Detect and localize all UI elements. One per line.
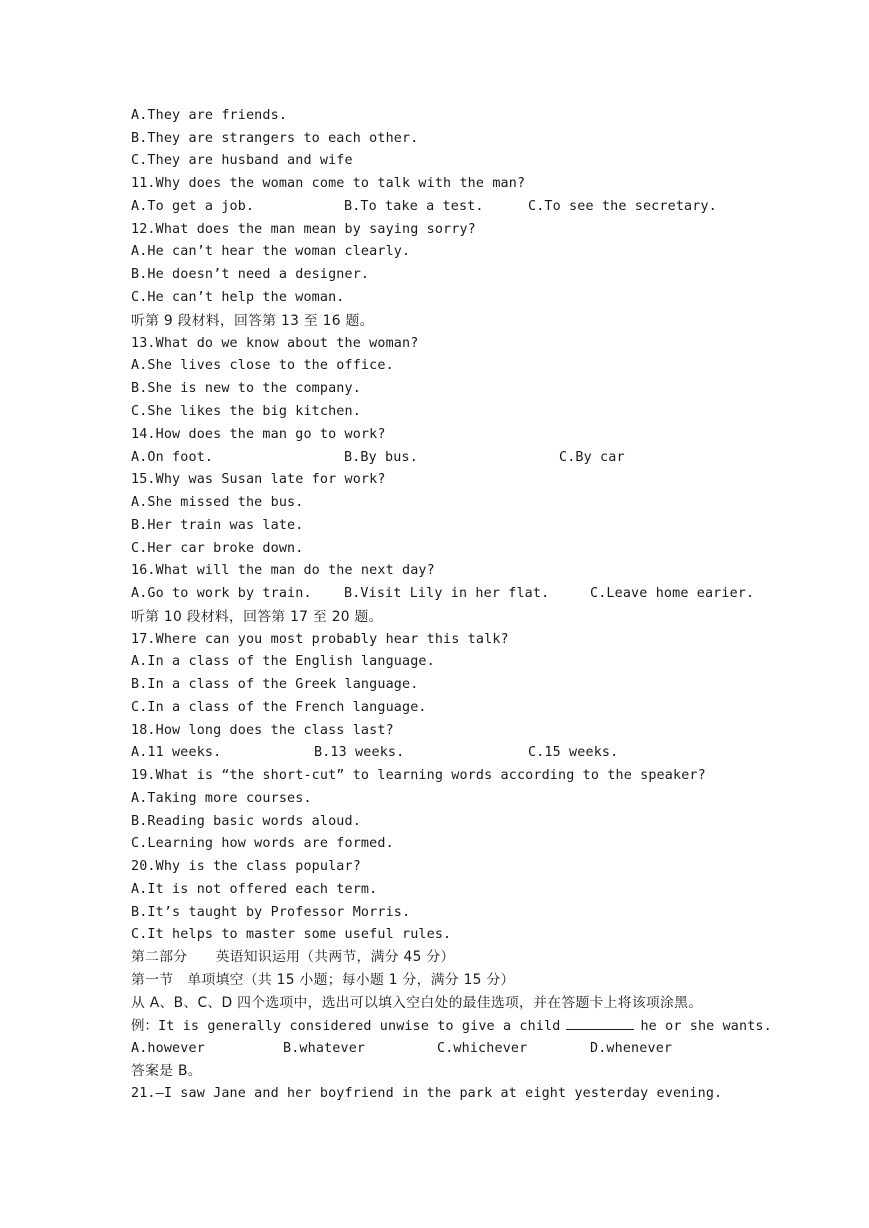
q17-question: 17.Where can you most probably hear this talk?: [131, 632, 509, 647]
q15-option-a: A.She missed the bus.: [131, 495, 304, 510]
example-sentence: [131, 1015, 809, 1037]
q16-option-b: B.Visit Lily in her flat.: [344, 586, 550, 601]
q15-option-b: B.Her train was late.: [131, 518, 304, 533]
q16-options: [131, 583, 809, 605]
q18-question: 18.How long does the class last?: [131, 723, 394, 738]
example-suffix: he or she wants.: [640, 1019, 772, 1034]
section-10-heading: 听第 10 段材料，回答第 17 至 20 题。: [131, 609, 383, 625]
example-option-a: A.however: [131, 1041, 205, 1056]
section-9-heading: 听第 9 段材料，回答第 13 至 16 题。: [131, 313, 374, 329]
q13-option-c: C.She likes the big kitchen.: [131, 404, 361, 419]
q20-option-c: C.It helps to master some useful rules.: [131, 927, 452, 942]
q16-option-a: A.Go to work by train.: [131, 586, 312, 601]
q13-option-a: A.She lives close to the office.: [131, 358, 394, 373]
q18-option-c: C.15 weeks.: [528, 745, 619, 760]
q14-option-a: A.On foot.: [131, 450, 214, 465]
q14-option-c: C.By car: [559, 450, 625, 465]
q15-question: 15.Why was Susan late for work?: [131, 472, 386, 487]
q17-option-b: B.In a class of the Greek language.: [131, 677, 419, 692]
q10-option-b: B.They are strangers to each other.: [131, 131, 419, 146]
section-1-heading: 第一节 单项填空（共 15 小题；每小题 1 分，满分 15 分）: [131, 972, 515, 988]
example-option-d: D.whenever: [590, 1041, 673, 1056]
q18-options: [131, 742, 809, 764]
q16-option-c: C.Leave home earier.: [590, 586, 755, 601]
part-2-heading: 第二部分 英语知识运用（共两节，满分 45 分）: [131, 949, 455, 965]
instructions: 从 A、B、C、D 四个选项中，选出可以填入空白处的最佳选项，并在答题卡上将该项涂黑。: [131, 995, 703, 1011]
q18-option-a: A.11 weeks.: [131, 745, 222, 760]
q19-option-a: A.Taking more courses.: [131, 791, 312, 806]
q13-option-b: B.She is new to the company.: [131, 381, 361, 396]
q11-option-a: A.To get a job.: [131, 199, 255, 214]
q12-option-a: A.He can’t hear the woman clearly.: [131, 244, 411, 259]
q21-question: 21.—I saw Jane and her boyfriend in the park at eight yesterday evening.: [131, 1086, 723, 1101]
q20-option-b: B.It’s taught by Professor Morris.: [131, 905, 411, 920]
q15-option-c: C.Her car broke down.: [131, 541, 304, 556]
q12-question: 12.What does the man mean by saying sorry?: [131, 222, 476, 237]
q11-option-c: C.To see the secretary.: [528, 199, 717, 214]
q12-option-c: C.He can’t help the woman.: [131, 290, 345, 305]
q17-option-a: A.In a class of the English language.: [131, 654, 435, 669]
q20-question: 20.Why is the class popular?: [131, 859, 361, 874]
q14-question: 14.How does the man go to work?: [131, 427, 386, 442]
q11-question: 11.Why does the woman come to talk with the man?: [131, 176, 526, 191]
example-answer: 答案是 B。: [131, 1063, 202, 1079]
q10-option-c: C.They are husband and wife: [131, 153, 353, 168]
q10-option-a: A.They are friends.: [131, 108, 288, 123]
example-options: [131, 1038, 809, 1060]
q14-option-b: B.By bus.: [344, 450, 418, 465]
q16-question: 16.What will the man do the next day?: [131, 563, 435, 578]
q14-options: [131, 447, 809, 469]
q19-option-b: B.Reading basic words aloud.: [131, 814, 361, 829]
q17-option-c: C.In a class of the French language.: [131, 700, 427, 715]
q12-option-b: B.He doesn’t need a designer.: [131, 267, 370, 282]
example-prefix: 例：It is generally considered unwise to give a child: [131, 1019, 561, 1034]
q18-option-b: B.13 weeks.: [314, 745, 405, 760]
example-option-c: C.whichever: [437, 1041, 528, 1056]
q19-option-c: C.Learning how words are formed.: [131, 836, 394, 851]
q20-option-a: A.It is not offered each term.: [131, 882, 378, 897]
example-option-b: B.whatever: [283, 1041, 366, 1056]
example-blank: [566, 1015, 634, 1030]
q11-options: [131, 196, 809, 218]
q19-question: 19.What is “the short-cut” to learning words according to the speaker?: [131, 768, 706, 783]
q13-question: 13.What do we know about the woman?: [131, 336, 419, 351]
q11-option-b: B.To take a test.: [344, 199, 484, 214]
